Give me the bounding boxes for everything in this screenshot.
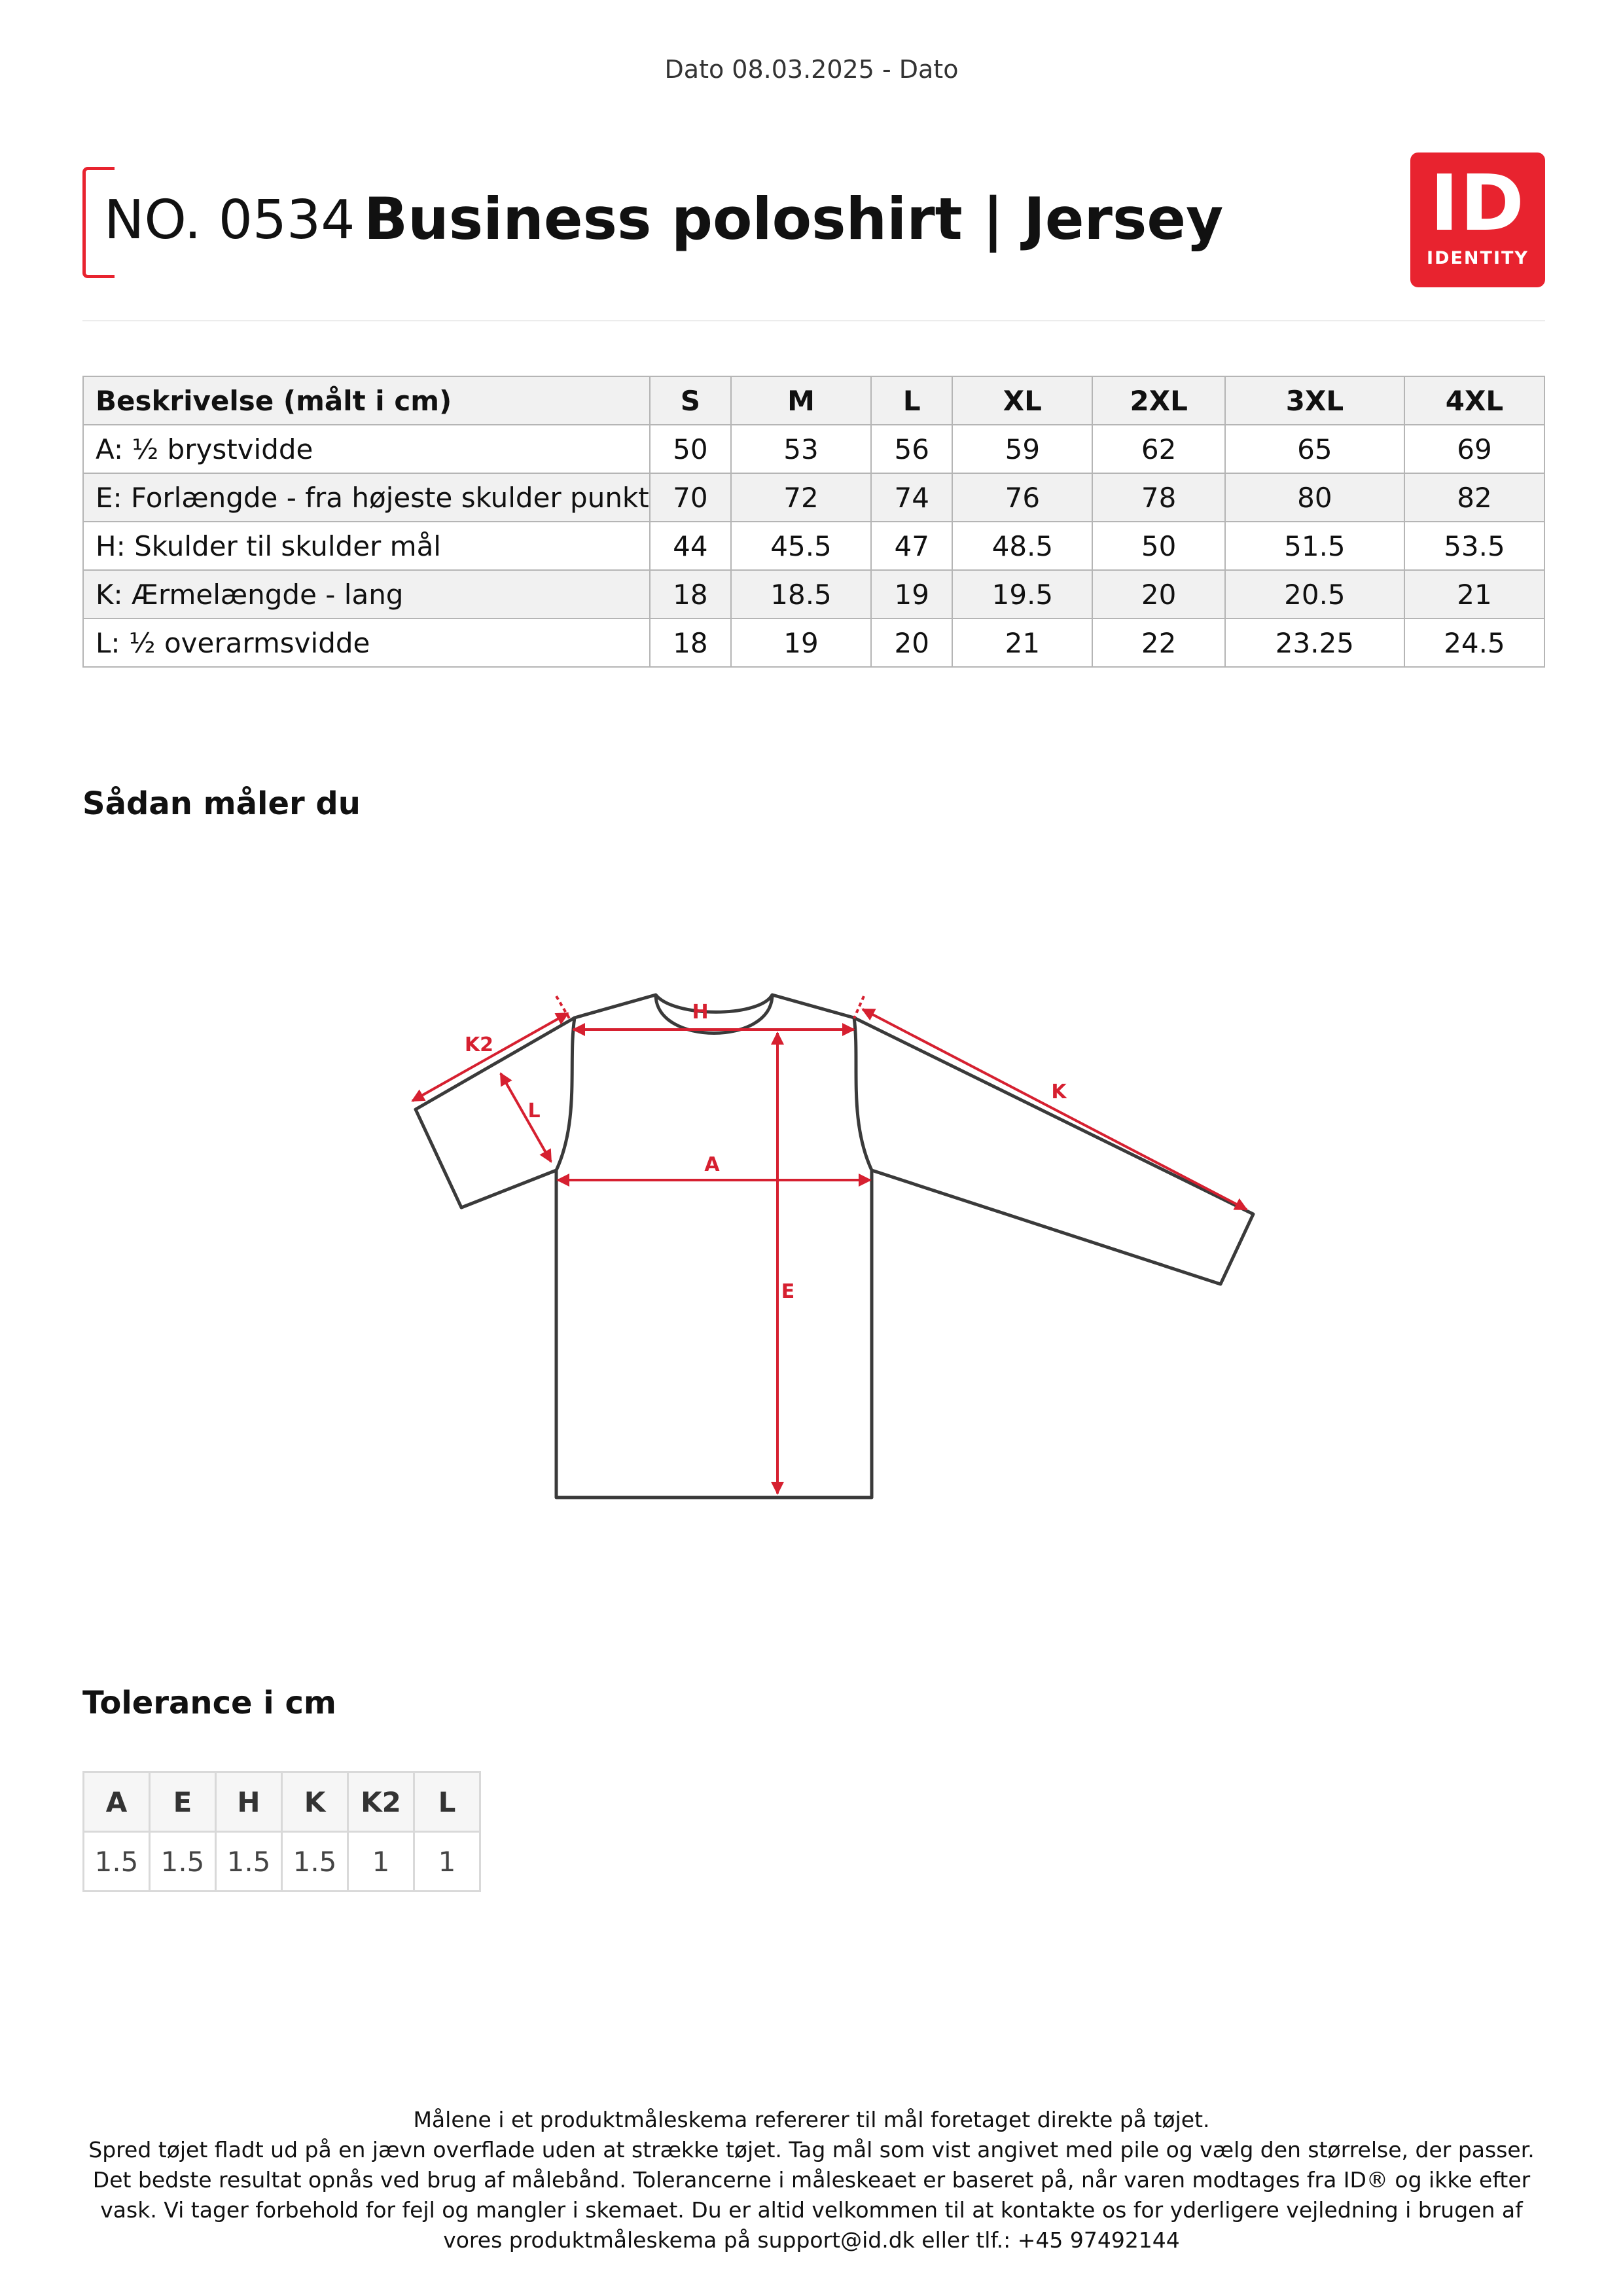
row-label: H: Skulder til skulder mål bbox=[83, 522, 650, 570]
table-cell: 82 bbox=[1404, 473, 1544, 522]
table-cell: 20 bbox=[871, 619, 952, 667]
shirt-body-outline bbox=[556, 995, 872, 1498]
tolerance-header: K bbox=[282, 1772, 348, 1832]
date-line: Dato 08.03.2025 - Dato bbox=[664, 55, 959, 84]
shirt-collar bbox=[656, 995, 772, 1033]
table-cell: 76 bbox=[952, 473, 1092, 522]
column-header-size: 3XL bbox=[1225, 376, 1404, 425]
logo-mark: ID bbox=[1430, 158, 1525, 248]
row-label: L: ½ overarmsvidde bbox=[83, 619, 650, 667]
table-cell: 23.25 bbox=[1225, 619, 1404, 667]
row-label: K: Ærmelængde - lang bbox=[83, 570, 650, 619]
table-cell: 80 bbox=[1225, 473, 1404, 522]
table-cell: 62 bbox=[1092, 425, 1225, 473]
product-number: NO. 0534 bbox=[104, 189, 355, 251]
table-cell: 20 bbox=[1092, 570, 1225, 619]
column-header-size: L bbox=[871, 376, 952, 425]
table-cell: 59 bbox=[952, 425, 1092, 473]
table-cell: 18.5 bbox=[731, 570, 871, 619]
table-cell: 22 bbox=[1092, 619, 1225, 667]
table-cell: 51.5 bbox=[1225, 522, 1404, 570]
table-cell: 70 bbox=[650, 473, 731, 522]
column-header-size: 4XL bbox=[1404, 376, 1544, 425]
footer-paragraph: Spred tøjet fladt ud på en jævn overflade uden at strække tøjet. Tag mål som vist angivet med pile og vælg den størrelse, der passer. Det bedste resultat opnås ved brug af målebånd. Tolerancerne i måleskeaet er baseret på, når varen modtages fra ID® og ikke efter vask. Vi tager forbehold for fejl og mangler i skemaet. Du er altid velkommen til at kontakte os for yderligere vejledning i brugen af vores produktmåleskema på support@id.dk eller tlf.: +45 97492144 bbox=[88, 2137, 1535, 2253]
tolerance-value: 1.5 bbox=[216, 1832, 282, 1892]
label-h: H bbox=[692, 1001, 709, 1024]
table-cell: 20.5 bbox=[1225, 570, 1404, 619]
tolerance-value-row bbox=[84, 1832, 480, 1892]
table-cell: 18 bbox=[650, 570, 731, 619]
table-cell: 78 bbox=[1092, 473, 1225, 522]
table-cell: 21 bbox=[952, 619, 1092, 667]
tolerance-value: 1.5 bbox=[84, 1832, 150, 1892]
column-header-size: XL bbox=[952, 376, 1092, 425]
table-cell: 44 bbox=[650, 522, 731, 570]
column-header-description: Beskrivelse (målt i cm) bbox=[83, 376, 650, 425]
label-l: L bbox=[527, 1100, 541, 1122]
table-cell: 47 bbox=[871, 522, 952, 570]
table-cell: 53.5 bbox=[1404, 522, 1544, 570]
measure-line-l bbox=[501, 1073, 551, 1162]
table-cell: 48.5 bbox=[952, 522, 1092, 570]
table-cell: 19 bbox=[871, 570, 952, 619]
tolerance-header: K2 bbox=[348, 1772, 414, 1832]
table-cell: 50 bbox=[650, 425, 731, 473]
column-header-size: S bbox=[650, 376, 731, 425]
tolerance-header: A bbox=[84, 1772, 150, 1832]
table-cell: 56 bbox=[871, 425, 952, 473]
label-e: E bbox=[781, 1280, 795, 1303]
left-sleeve-outline bbox=[416, 1018, 575, 1208]
table-cell: 69 bbox=[1404, 425, 1544, 473]
table-cell: 65 bbox=[1225, 425, 1404, 473]
label-a: A bbox=[704, 1153, 720, 1176]
table-cell: 45.5 bbox=[731, 522, 871, 570]
tolerance-header-row bbox=[84, 1772, 480, 1832]
tolerance-heading: Tolerance i cm bbox=[82, 1685, 336, 1721]
column-header-size: 2XL bbox=[1092, 376, 1225, 425]
tolerance-value: 1 bbox=[348, 1832, 414, 1892]
right-sleeve-outline bbox=[854, 1018, 1253, 1284]
tolerance-header: L bbox=[414, 1772, 480, 1832]
row-label: E: Forlængde - fra højeste skulder punkt bbox=[83, 473, 650, 522]
product-name: Business poloshirt | Jersey bbox=[364, 185, 1224, 253]
footer-note bbox=[72, 2105, 1551, 2255]
tolerance-header: H bbox=[216, 1772, 282, 1832]
measure-lines bbox=[412, 996, 1247, 1494]
row-label: A: ½ brystvidde bbox=[83, 425, 650, 473]
column-header-size: M bbox=[731, 376, 871, 425]
table-cell: 24.5 bbox=[1404, 619, 1544, 667]
tolerance-value: 1.5 bbox=[282, 1832, 348, 1892]
table-cell: 19.5 bbox=[952, 570, 1092, 619]
table-cell: 19 bbox=[731, 619, 871, 667]
measure-line-k bbox=[863, 1009, 1247, 1210]
measure-line-k2 bbox=[412, 1013, 568, 1101]
how-to-measure-heading: Sådan måler du bbox=[82, 785, 361, 822]
tolerance-header: E bbox=[150, 1772, 216, 1832]
table-cell: 50 bbox=[1092, 522, 1225, 570]
logo-text: IDENTITY bbox=[1427, 248, 1529, 268]
tolerance-table bbox=[82, 1771, 481, 1892]
footer-line: Målene i et produktmåleskema refererer til mål foretaget direkte på tøjet. bbox=[413, 2107, 1210, 2132]
measure-guide-right bbox=[854, 996, 864, 1018]
table-cell: 74 bbox=[871, 473, 952, 522]
tolerance-value: 1 bbox=[414, 1832, 480, 1892]
label-k2: K2 bbox=[464, 1033, 494, 1056]
shirt-outline bbox=[416, 995, 1253, 1498]
table-cell: 72 bbox=[731, 473, 871, 522]
table-cell: 53 bbox=[731, 425, 871, 473]
tolerance-value: 1.5 bbox=[150, 1832, 216, 1892]
table-cell: 21 bbox=[1404, 570, 1544, 619]
label-k: K bbox=[1051, 1081, 1067, 1103]
table-cell: 18 bbox=[650, 619, 731, 667]
